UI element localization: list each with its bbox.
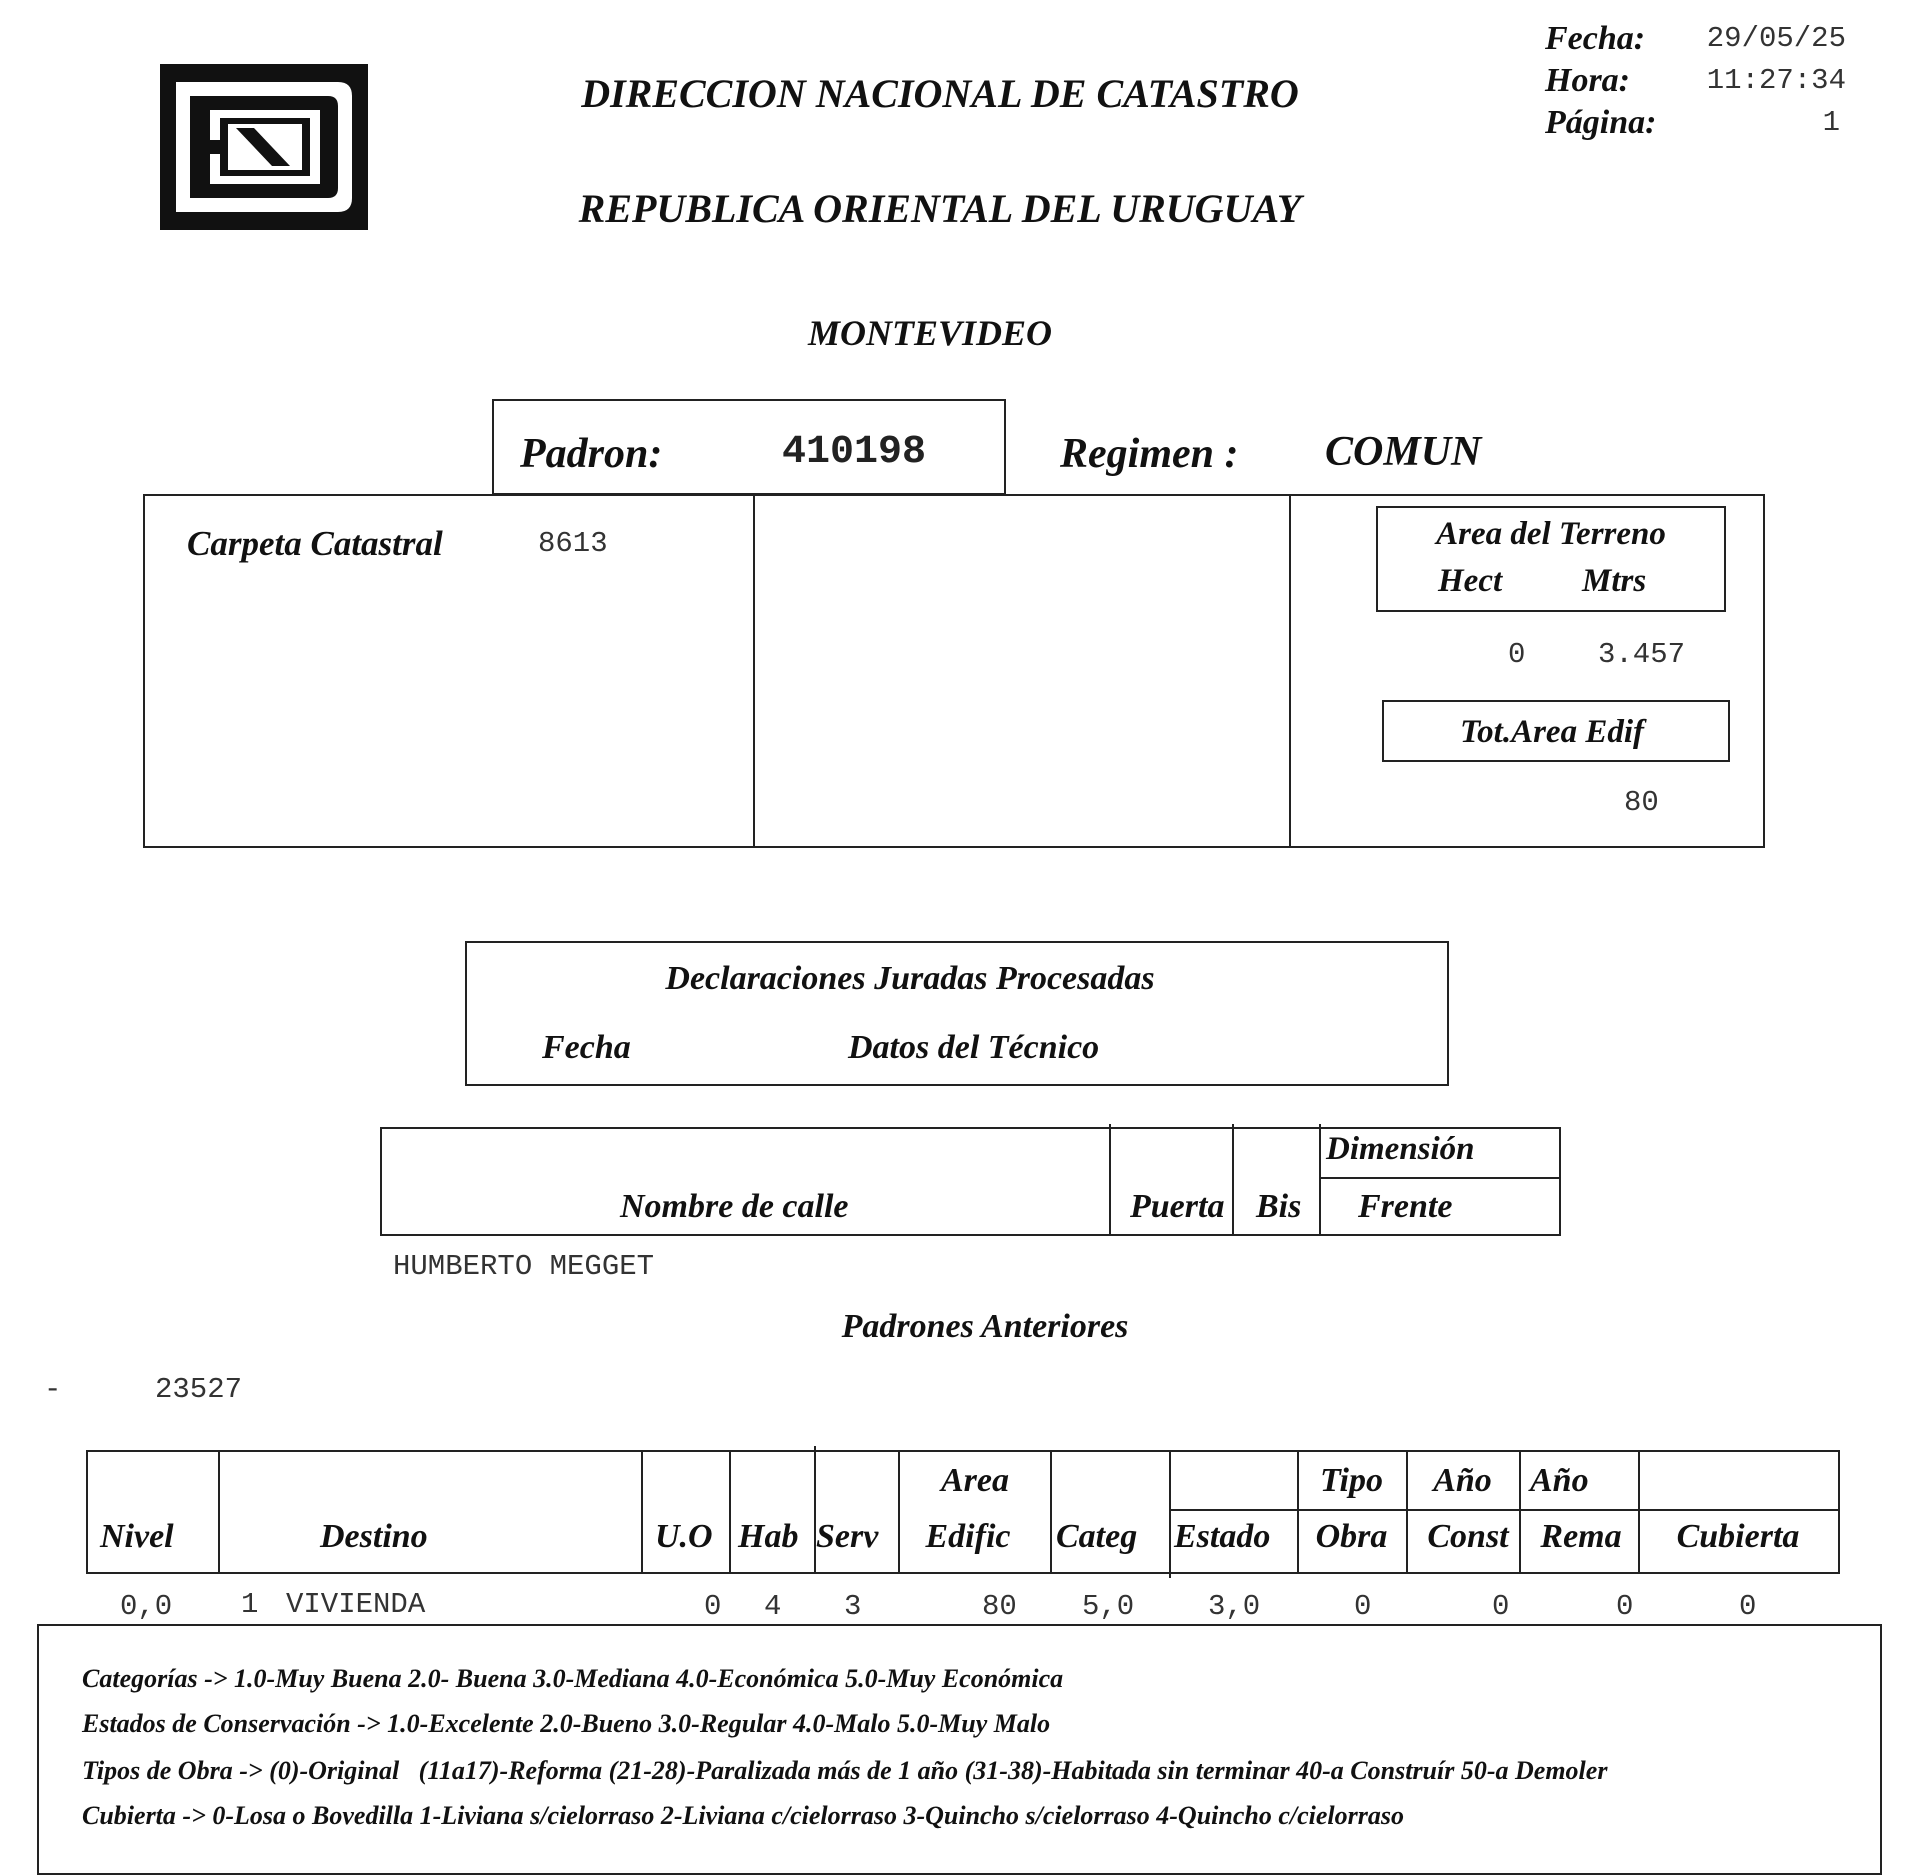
hect-label: Hect: [1438, 563, 1503, 599]
department-name: MONTEVIDEO: [807, 313, 1053, 353]
mtrs-label: Mtrs: [1582, 563, 1647, 599]
padron-label: Padron:: [520, 431, 663, 477]
legend-tipos: Tipos de Obra -> (0)-Original (11a17)-Reforma (21-28)-Paralizada más de 1 año (31-38)-Habitada sin terminar 40-a Construír 50-a Demoler: [82, 1756, 1608, 1785]
header-categ: Categ: [1056, 1518, 1138, 1555]
calle-divider-1: [1109, 1124, 1111, 1236]
row-area: 80: [982, 1590, 1017, 1623]
header-anio-rema-bottom: Rema: [1540, 1518, 1622, 1555]
header-uo: U.O: [655, 1518, 713, 1555]
tot-area-value: 80: [1624, 786, 1659, 819]
carpeta-value: 8613: [538, 527, 608, 560]
calle-nombre-value: HUMBERTO MEGGET: [393, 1250, 655, 1283]
catastro-logo-icon: [158, 62, 370, 232]
header-area-top: Area: [941, 1462, 1009, 1499]
edif-divider-2: [641, 1450, 643, 1574]
legend-box: [37, 1624, 1882, 1875]
header-anio-rema-top: Año: [1530, 1462, 1589, 1499]
row-categ: 5,0: [1082, 1590, 1135, 1623]
area-terreno-title: Area del Terreno: [1436, 516, 1666, 552]
pagina-value: 1: [1822, 106, 1840, 139]
edif-divider-1: [218, 1450, 220, 1574]
anteriores-value: 23527: [155, 1373, 243, 1406]
legend-cubierta: Cubierta -> 0-Losa o Bovedilla 1-Liviana s/cielorraso 2-Liviana c/cielorraso 3-Quincho s/cielorraso 4-Quincho c/cielorraso: [82, 1801, 1405, 1830]
calle-divider-3: [1319, 1124, 1321, 1236]
nombre-calle-label: Nombre de calle: [620, 1188, 849, 1225]
parcel-divider-1: [753, 494, 755, 848]
calle-hdivider: [1319, 1177, 1561, 1179]
row-uo: 0: [704, 1590, 722, 1623]
header-tipo-top: Tipo: [1320, 1462, 1383, 1499]
row-anio-const: 0: [1492, 1590, 1510, 1623]
row-anio-rema: 0: [1616, 1590, 1634, 1623]
header-hab: Hab: [738, 1518, 799, 1555]
header-cubierta: Cubierta: [1676, 1518, 1800, 1555]
header-title: DIRECCION NACIONAL DE CATASTRO: [581, 71, 1299, 116]
puerta-label: Puerta: [1130, 1188, 1225, 1225]
hora-value: 11:27:34: [1706, 64, 1846, 97]
edif-divider-3: [729, 1450, 731, 1574]
pagina-label: Página:: [1545, 104, 1657, 141]
row-estado: 3,0: [1208, 1590, 1261, 1623]
header-subtitle: REPUBLICA ORIENTAL DEL URUGUAY: [578, 186, 1302, 231]
fecha-label: Fecha:: [1545, 20, 1646, 57]
frente-label: Frente: [1358, 1188, 1453, 1225]
header-nivel: Nivel: [100, 1518, 174, 1555]
row-destino: VIVIENDA: [286, 1588, 426, 1621]
fecha-value: 29/05/25: [1706, 22, 1846, 55]
anteriores-dash: -: [44, 1373, 62, 1406]
header-tipo-bottom: Obra: [1315, 1518, 1388, 1555]
legend-estados: Estados de Conservación -> 1.0-Excelente 2.0-Bueno 3.0-Regular 4.0-Malo 5.0-Muy Malo: [82, 1709, 1051, 1738]
legend-categorias: Categorías -> 1.0-Muy Buena 2.0- Buena 3.0-Mediana 4.0-Económica 5.0-Muy Económica: [82, 1664, 1064, 1693]
declaraciones-tecnico-label: Datos del Técnico: [848, 1029, 1100, 1066]
declaraciones-fecha-label: Fecha: [542, 1029, 631, 1066]
header-anio-const-top: Año: [1433, 1462, 1492, 1499]
edif-hdivider: [1169, 1509, 1838, 1511]
row-cubierta: 0: [1739, 1590, 1757, 1623]
declaraciones-title: Declaraciones Juradas Procesadas: [665, 960, 1155, 997]
header-anio-const-bottom: Const: [1427, 1518, 1509, 1555]
row-tipo: 0: [1354, 1590, 1372, 1623]
calle-divider-2: [1232, 1124, 1234, 1236]
header-estado: Estado: [1174, 1518, 1271, 1555]
header-destino: Destino: [320, 1518, 428, 1555]
tot-area-label: Tot.Area Edif: [1460, 714, 1644, 750]
parcel-divider-2: [1289, 494, 1291, 848]
row-hab: 4: [764, 1590, 782, 1623]
bis-label: Bis: [1256, 1188, 1302, 1225]
regimen-label: Regimen :: [1060, 431, 1239, 477]
dimension-label: Dimensión: [1326, 1131, 1475, 1167]
edif-divider-7: [1169, 1450, 1171, 1578]
hect-value: 0: [1508, 638, 1526, 671]
header-serv: Serv: [816, 1518, 879, 1555]
edif-divider-6: [1050, 1450, 1052, 1574]
regimen-value: COMUN: [1325, 429, 1482, 475]
header-area-bottom: Edific: [925, 1518, 1011, 1555]
mtrs-value: 3.457: [1598, 638, 1686, 671]
carpeta-label: Carpeta Catastral: [187, 524, 443, 563]
row-nivel: 0,0: [120, 1590, 173, 1623]
row-serv: 3: [844, 1590, 862, 1623]
anteriores-title: Padrones Anteriores: [841, 1308, 1129, 1345]
padron-value: 410198: [782, 430, 927, 475]
row-destino-code: 1: [241, 1588, 259, 1621]
hora-label: Hora:: [1545, 62, 1630, 99]
